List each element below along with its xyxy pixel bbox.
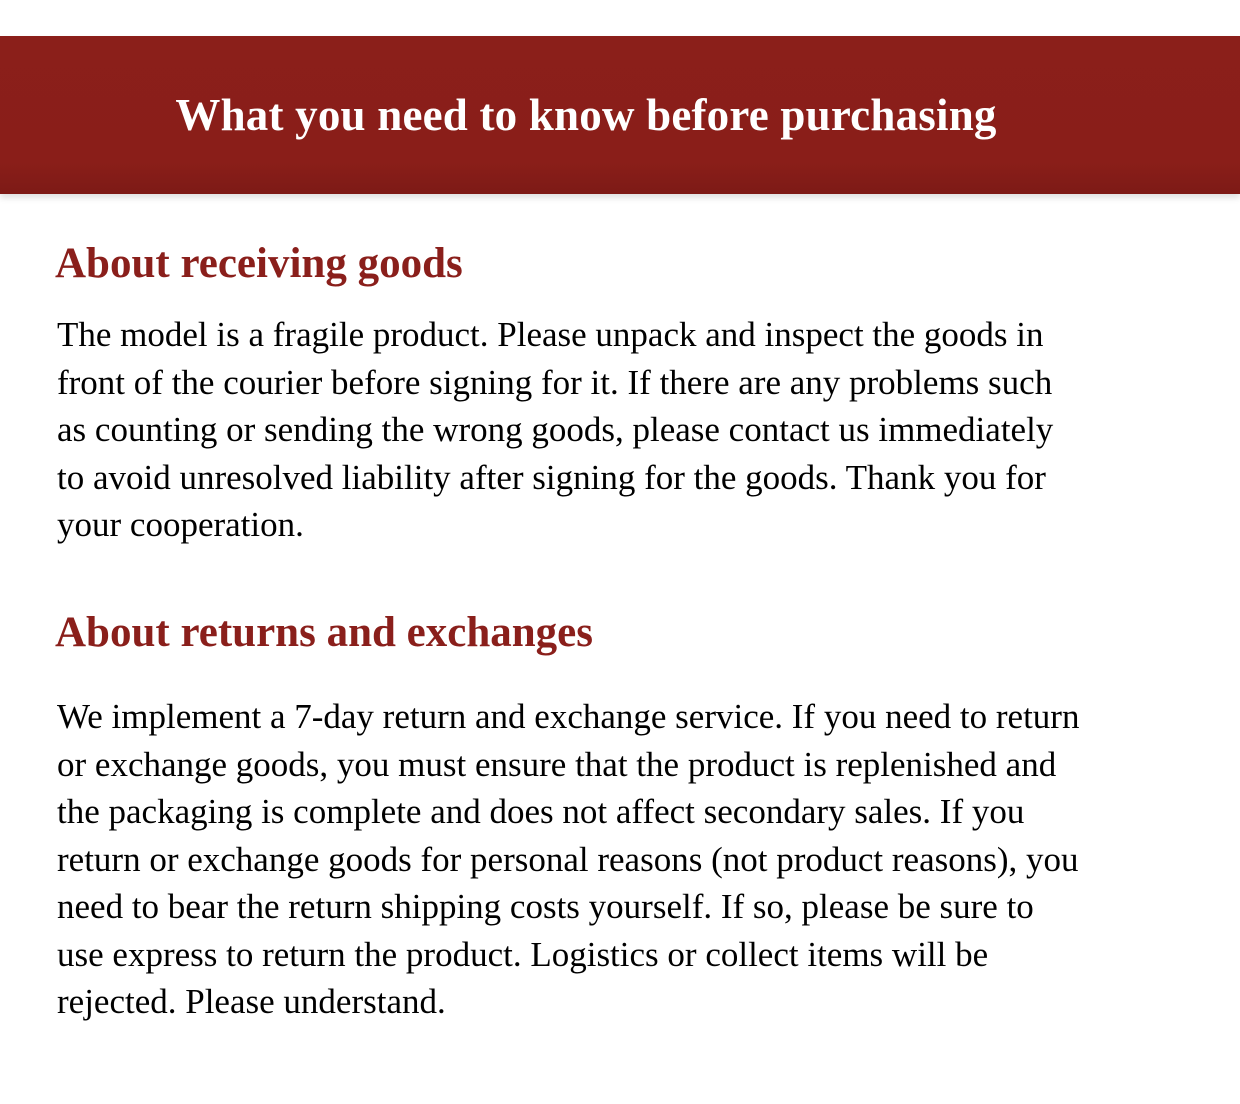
section-heading-receiving-goods: About receiving goods — [55, 240, 463, 287]
page-title: What you need to know before purchasing — [175, 90, 997, 140]
section-body-returns-exchanges: We implement a 7-day return and exchange service. If you need to return or exchange goods, you must ensure that the product is replenished and the packaging is complete and does not affect secondary sales. If you return or exchange goods for personal reasons (not product reasons), you need to bear the return shipping costs yourself. If so, please be sure to use express to return the product. Logistics or collect items will be rejected. Please understand. — [57, 697, 1080, 1021]
section-body-receiving-goods: The model is a fragile product. Please unpack and inspect the goods in front of the courier before signing for it. If there are any problems such as counting or sending the wrong goods, please contact us immediately to avoid unresolved liability after signing for the goods. Thank you for your cooperation. — [57, 315, 1054, 544]
section-heading-returns-exchanges: About returns and exchanges — [55, 609, 593, 656]
